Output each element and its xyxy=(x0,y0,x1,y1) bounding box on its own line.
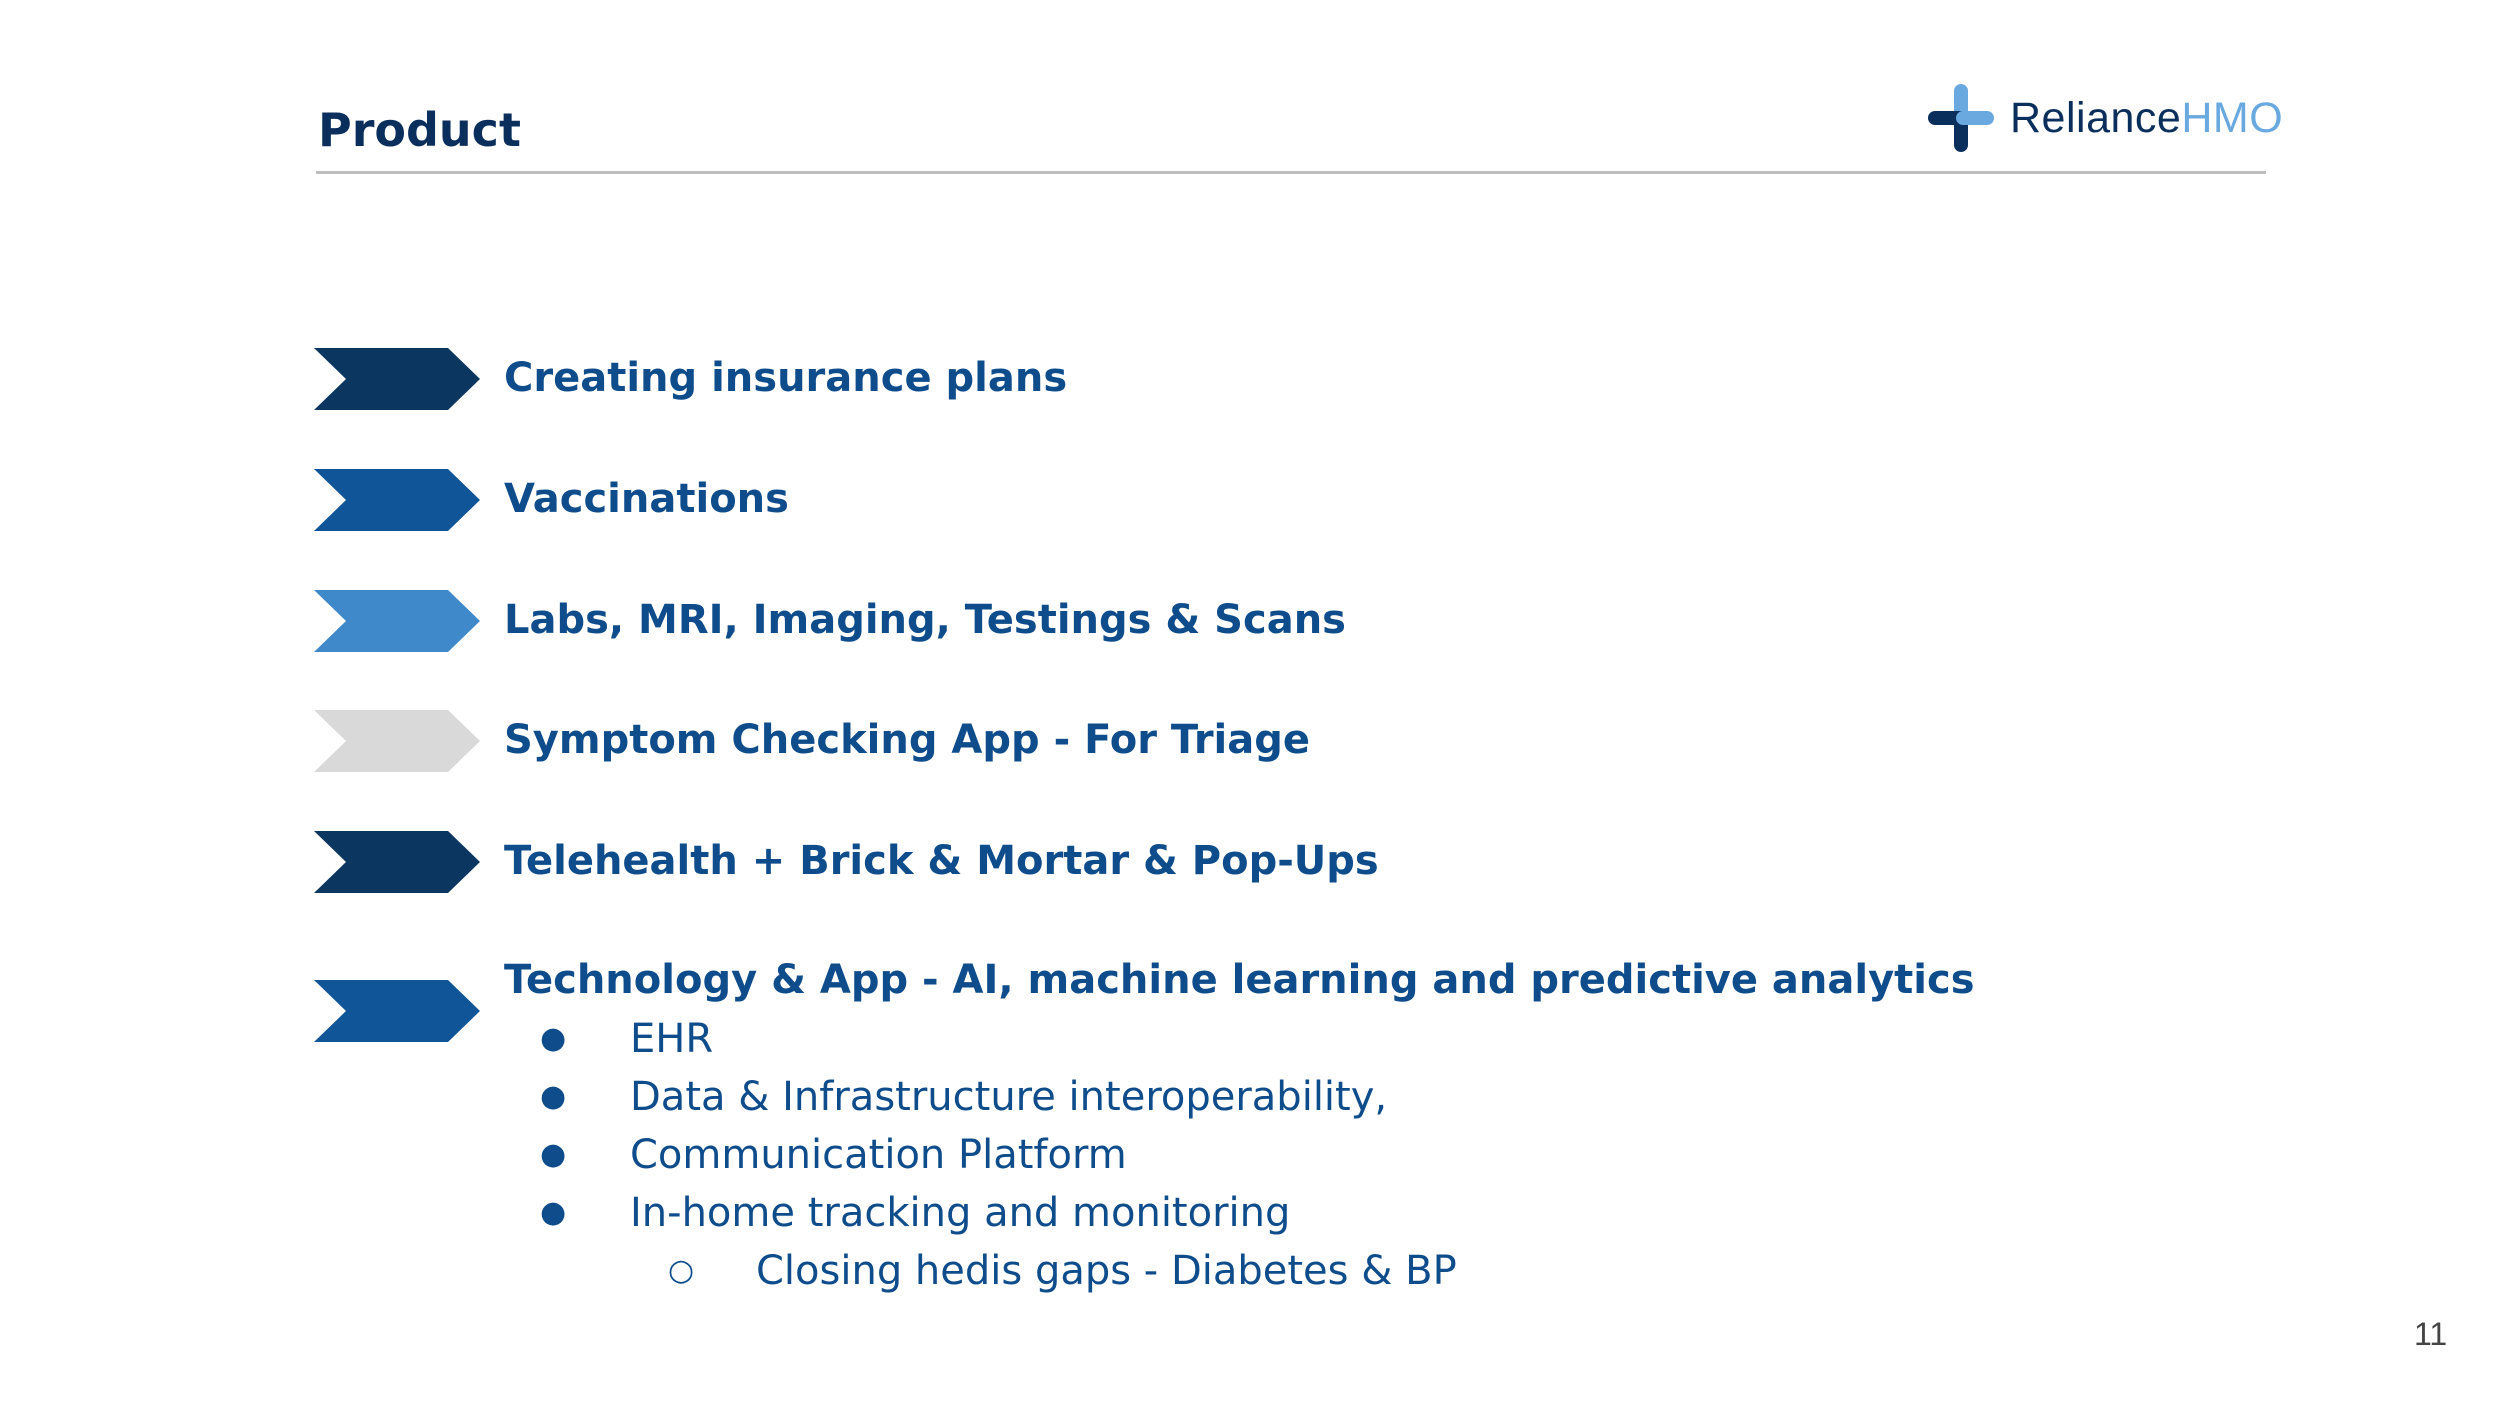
item-label-insurance-plans: Creating insurance plans xyxy=(504,355,1068,401)
bullet-dot-icon: ● xyxy=(540,1021,567,1056)
bullet-dot-icon: ● xyxy=(540,1137,567,1172)
page-title: Product xyxy=(318,103,521,157)
header-divider xyxy=(316,171,2266,174)
reliance-hmo-logo xyxy=(1926,82,2283,154)
list-item-text: Communication Platform xyxy=(630,1132,1127,1178)
chevron-arrow-icon xyxy=(314,710,480,772)
page-number: 11 xyxy=(2414,1316,2448,1352)
item-label-technology: Technology & App - AI, machine learning and predictive analytics xyxy=(504,957,1975,1003)
list-item xyxy=(504,1126,1457,1184)
list-item xyxy=(504,1242,1457,1300)
chevron-arrow-icon xyxy=(314,590,480,652)
item-label-vaccinations: Vaccinations xyxy=(504,476,789,522)
logo-name-primary: Reliance xyxy=(2010,93,2182,142)
list-item-text: Closing hedis gaps - Diabetes & BP xyxy=(756,1248,1457,1294)
plus-cross-icon xyxy=(1926,82,1996,154)
item-label-telehealth: Telehealth + Brick & Mortar & Pop-Ups xyxy=(504,838,1379,884)
bullet-circle-icon: ○ xyxy=(668,1253,695,1288)
item-label-labs-imaging: Labs, MRI, Imaging, Testings & Scans xyxy=(504,597,1346,643)
bullet-dot-icon: ● xyxy=(540,1195,567,1230)
list-item xyxy=(504,1068,1457,1126)
item-label-symptom-checking: Symptom Checking App - For Triage xyxy=(504,717,1311,763)
chevron-arrow-icon xyxy=(314,348,480,410)
list-item-text: EHR xyxy=(630,1016,714,1062)
chevron-arrow-icon xyxy=(314,831,480,893)
bullet-dot-icon: ● xyxy=(540,1079,567,1114)
list-item-text: In-home tracking and monitoring xyxy=(630,1190,1291,1236)
chevron-arrow-icon xyxy=(314,469,480,531)
list-item xyxy=(504,1010,1457,1068)
list-item xyxy=(504,1184,1457,1242)
logo-wordmark xyxy=(2010,94,2283,143)
technology-sub-bullets xyxy=(504,1010,1457,1300)
logo-name-secondary: HMO xyxy=(2181,93,2284,142)
list-item-text: Data & Infrastructure interoperability, xyxy=(630,1074,1388,1120)
chevron-arrow-icon xyxy=(314,980,480,1042)
